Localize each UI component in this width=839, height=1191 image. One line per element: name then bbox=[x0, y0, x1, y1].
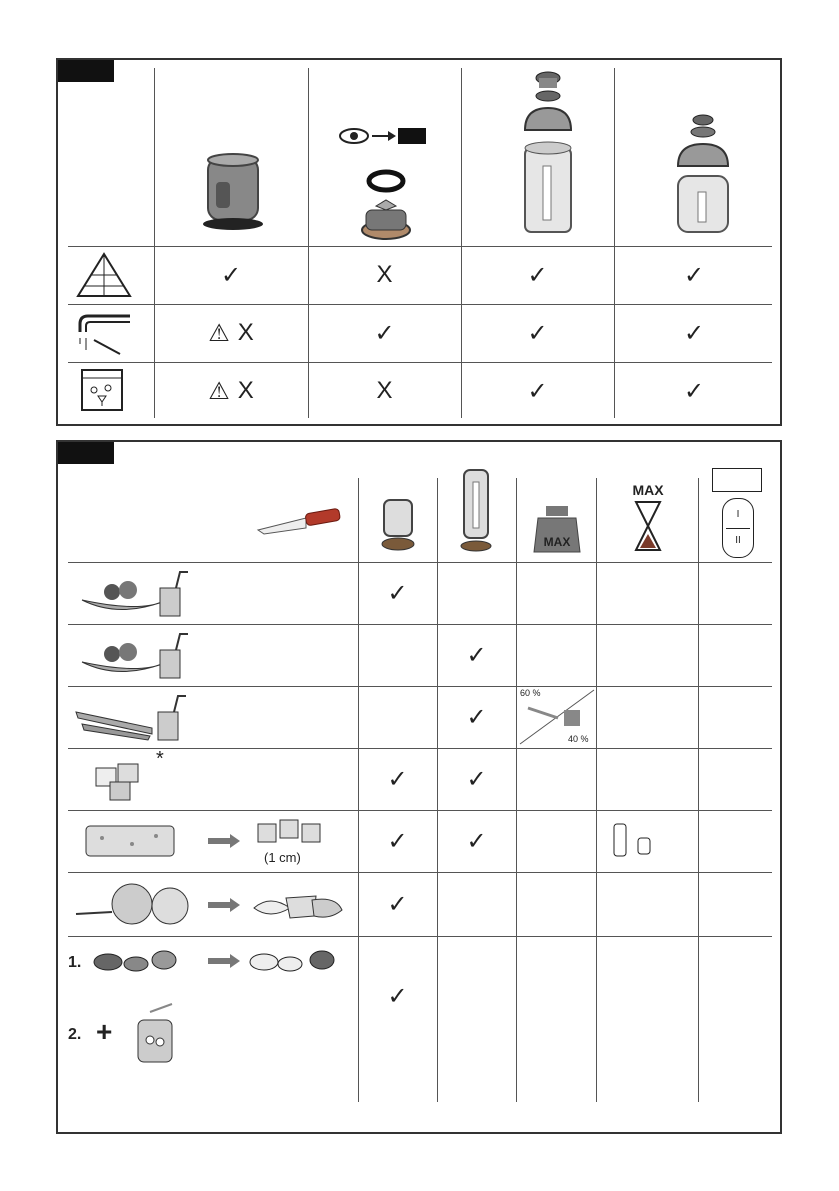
check-r5-c1: ✓ bbox=[387, 827, 408, 855]
speed-switch-icon: I II bbox=[722, 498, 754, 558]
mark-r3-c3: ✓ bbox=[527, 377, 548, 405]
check-r6-c1: ✓ bbox=[387, 890, 408, 918]
check-r2-c2: ✓ bbox=[466, 641, 487, 669]
carrot-ratio-diagram: 60 % 40 % bbox=[518, 688, 596, 746]
fruit-drink-icon bbox=[78, 630, 198, 682]
check-r7-c1: ✓ bbox=[387, 982, 408, 1010]
arrow-icon bbox=[208, 954, 240, 968]
mark-r2-c3: ✓ bbox=[527, 319, 548, 347]
panel-tag bbox=[58, 442, 114, 464]
sliced-onion-icon bbox=[250, 888, 346, 924]
knife-icon bbox=[256, 504, 342, 536]
panel-tag bbox=[58, 60, 114, 82]
fruit-drink-icon bbox=[78, 568, 198, 620]
cube-size-label: (1 cm) bbox=[264, 850, 301, 865]
jar-with-nuts-icon bbox=[130, 1002, 180, 1068]
to-go-bottle-lid-icon bbox=[513, 68, 583, 238]
mark-r1-c1: ✓ bbox=[220, 261, 242, 289]
onion-icon bbox=[72, 878, 192, 930]
check-r4-c2: ✓ bbox=[466, 765, 487, 793]
mark-r3-c4: ✓ bbox=[683, 377, 705, 405]
check-r1-c1: ✓ bbox=[387, 579, 408, 607]
frozen-star: * bbox=[156, 748, 164, 770]
mark-r1-c2: X bbox=[376, 261, 393, 288]
check-r5-c2: ✓ bbox=[466, 827, 487, 855]
chopped-nuts-icon bbox=[248, 946, 348, 976]
dishwasher-rack-icon bbox=[74, 252, 134, 300]
mark-r2-c1: ⚠ X bbox=[208, 319, 254, 347]
weight-max-label: MAX bbox=[543, 535, 571, 549]
small-jar-icon bbox=[378, 494, 418, 554]
mark-r1-c3: ✓ bbox=[527, 261, 548, 289]
check-r4-c1: ✓ bbox=[387, 765, 408, 793]
step-1-label: 1. bbox=[68, 954, 82, 971]
warning-icon: ⚠ bbox=[208, 319, 230, 347]
dishwasher-icon bbox=[80, 366, 124, 412]
check-r3-c2: ✓ bbox=[466, 703, 487, 731]
nuts-icon bbox=[92, 946, 192, 976]
cubes-icon bbox=[254, 816, 324, 848]
tap-water-icon bbox=[74, 310, 134, 358]
mark-r3-c1: ⚠ X bbox=[208, 377, 254, 405]
arrow-icon bbox=[208, 898, 240, 912]
carrot-drink-icon bbox=[72, 692, 198, 744]
pulse-switch-icon bbox=[610, 820, 666, 860]
blank-box bbox=[712, 468, 762, 492]
seal-ring-icon bbox=[366, 168, 406, 194]
hourglass-icon bbox=[632, 500, 664, 552]
ice-cubes-icon bbox=[88, 754, 158, 804]
small-container-lid-icon bbox=[668, 108, 738, 238]
tall-bottle-icon bbox=[458, 466, 494, 554]
mark-r2-c2: ✓ bbox=[374, 319, 395, 347]
mark-r1-c4: ✓ bbox=[683, 261, 705, 289]
mark-r3-c2: X bbox=[376, 377, 393, 404]
step-2-label: 2. bbox=[68, 1026, 82, 1043]
blade-unit-icon bbox=[358, 196, 414, 242]
motor-base-icon bbox=[198, 148, 268, 238]
warning-icon: ⚠ bbox=[208, 377, 230, 405]
compatibility-panel bbox=[56, 58, 782, 426]
usage-panel bbox=[56, 440, 782, 1134]
sponge-icon bbox=[82, 818, 178, 862]
plus-sign: + bbox=[96, 1016, 113, 1047]
arrow-icon bbox=[208, 834, 240, 848]
max-time-label: MAX bbox=[632, 482, 664, 498]
eye-arrow-icon bbox=[338, 122, 428, 152]
mark-r2-c4: ✓ bbox=[683, 319, 705, 347]
